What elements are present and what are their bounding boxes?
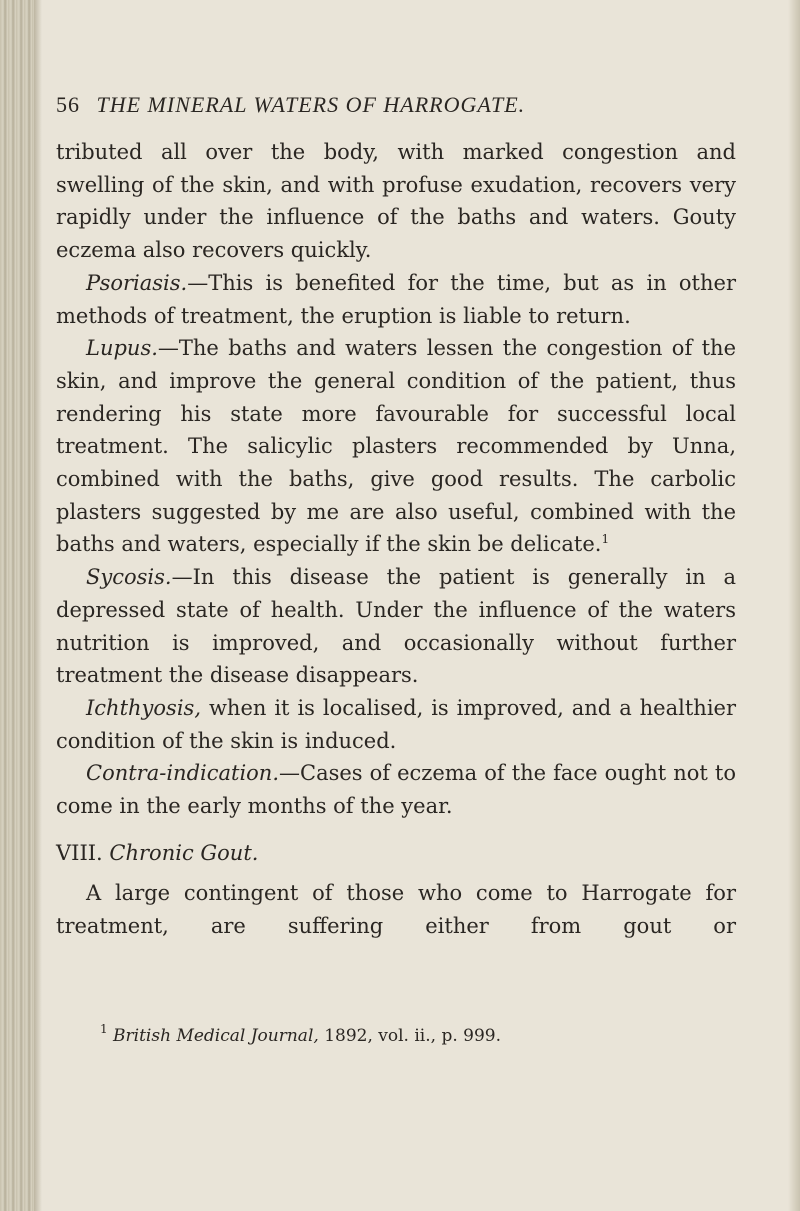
paragraph-ichthyosis <box>56 692 736 757</box>
paragraph-lupus <box>56 332 736 561</box>
contra-indication-text: —Cases of eczema of the face ought not to come in the early months of the year. <box>56 761 736 819</box>
section-number: VIII. <box>56 840 103 865</box>
footnote <box>100 1024 740 1048</box>
lupus-text: —The baths and waters lessen the congestion of the skin, and improve the general condition of the patient, thus rendering his state more favourable for successful local treatment. The salicylic plasters recommended by Unna, combined with the baths, give good results. The carbolic plasters suggested by me are also useful, combined with the baths and waters, especially if the skin be delicate. <box>56 336 736 557</box>
footnote-details: 1892, vol. ii., p. 999. <box>318 1026 501 1046</box>
paragraph-sycosis <box>56 561 736 692</box>
paragraph-eczema-continued: tributed all over the body, with marked congestion and swelling of the skin, and with profuse exudation, recovers very rapidly under the influence of the baths and waters. Gouty eczema also recovers quickly. <box>56 140 736 263</box>
sycosis-text: —In this disease the patient is generally in a depressed state of health. Under the influence of the waters nutrition is improved, and occasionally without further treatment the disease disappears. <box>56 565 736 688</box>
term-sycosis: Sycosis. <box>86 565 172 590</box>
page-edge <box>788 0 800 1211</box>
running-title: THE MINERAL WATERS OF HARROGATE. <box>96 92 526 117</box>
section-title: Chronic Gout. <box>109 840 259 865</box>
footnote-ref: 1 <box>601 532 610 547</box>
body-text <box>56 136 736 976</box>
psoriasis-text: —This is benefited for the time, but as in other methods of treatment, the eruption is liable to return. <box>56 270 736 328</box>
running-header <box>56 92 696 118</box>
section-heading <box>56 837 736 870</box>
footnote-marker: 1 <box>100 1022 108 1036</box>
term-contra-indication: Contra-indication. <box>86 761 280 786</box>
paragraph-contra-indication <box>56 757 736 822</box>
term-lupus: Lupus. <box>86 336 158 361</box>
book-binding <box>0 0 34 1211</box>
gutter-shadow <box>34 0 42 1211</box>
term-ichthyosis: Ichthyosis, <box>86 695 201 720</box>
footnote-source: British Medical Journal, <box>113 1026 319 1046</box>
paragraph-psoriasis <box>56 267 736 332</box>
ichthyosis-text: when it is localised, is improved, and a healthier condition of the skin is induced. <box>56 695 736 753</box>
term-psoriasis: Psoriasis. <box>86 270 188 295</box>
page-number: 56 <box>56 92 80 117</box>
paragraph-gout: A large contingent of those who come to Harrogate for treatment, are suffering either from gout or <box>56 881 736 939</box>
